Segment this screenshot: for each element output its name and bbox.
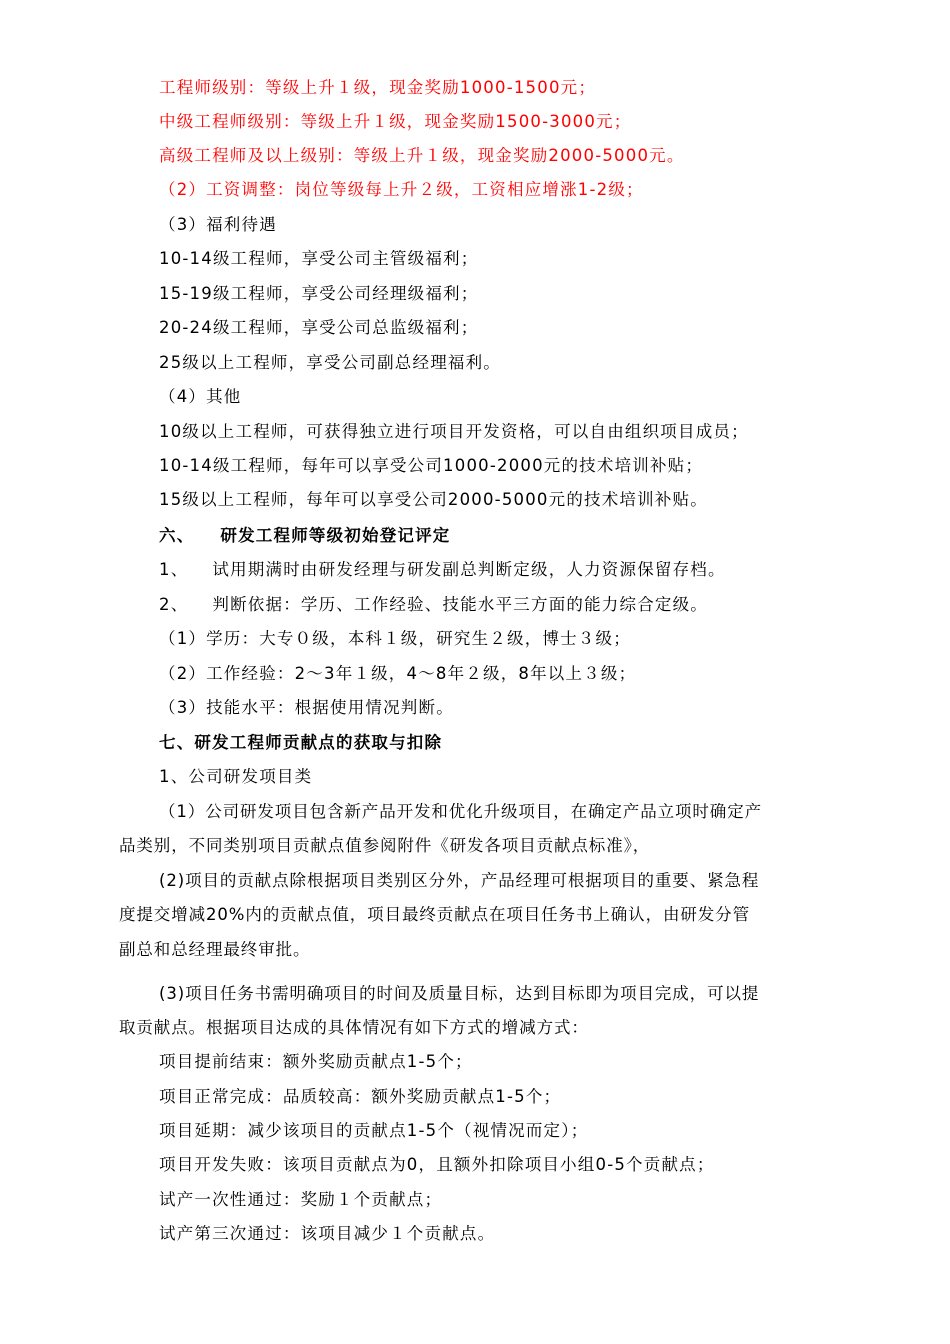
welfare-item: 20-24级工程师，享受公司总监级福利；: [159, 318, 479, 337]
paragraph-2-line: (2)项目的贡献点除根据项目类别区分外，产品经理可根据项目的重要、紧急程: [159, 871, 760, 890]
paragraph-2-line: 度提交增减20%内的贡献点值，项目最终贡献点在项目任务书上确认，由研发分管: [119, 905, 750, 924]
reward-line-senior-engineer: 高级工程师及以上级别：等级上升１级，现金奖励2000-5000元。: [159, 146, 685, 165]
outcome-item: 项目开发失败：该项目贡献点为0，且额外扣除项目小组0-5个贡献点；: [159, 1155, 715, 1174]
paragraph-3-line: 取贡献点。根据项目达成的具体情况有如下方式的增减方式：: [119, 1018, 589, 1037]
section-6-item-2: [159, 595, 708, 615]
outcome-item: 项目提前结束：额外奖励贡献点1-5个；: [159, 1052, 473, 1071]
section-6-heading: [159, 526, 451, 546]
welfare-item: 15-19级工程师，享受公司经理级福利；: [159, 284, 479, 303]
reward-line-mid-engineer: 中级工程师级别：等级上升１级，现金奖励1500-3000元；: [159, 112, 632, 131]
other-item: 10-14级工程师，每年可以享受公司1000-2000元的技术培训补贴；: [159, 456, 704, 475]
section-6-number: 六、: [159, 526, 195, 545]
section-6-title: 研发工程师等级初始登记评定: [220, 526, 451, 545]
section-6-item-1-text: 试用期满时由研发经理与研发副总判断定级，人力资源保留存档。: [212, 560, 726, 579]
section-6-item-2-text: 判断依据：学历、工作经验、技能水平三方面的能力综合定级。: [212, 595, 709, 614]
outcome-item: 项目延期：减少该项目的贡献点1-5个（视情况而定）；: [159, 1121, 589, 1140]
outcome-item: 试产第三次通过：该项目减少１个贡献点。: [159, 1224, 496, 1243]
criteria-experience: （2）工作经验：2～3年１级，4～8年２级，8年以上３级；: [159, 664, 637, 683]
other-item: 10级以上工程师，可获得独立进行项目开发资格，可以自由组织项目成员；: [159, 422, 749, 441]
welfare-item: 25级以上工程师，享受公司副总经理福利。: [159, 353, 501, 372]
section-7-heading: 七、研发工程师贡献点的获取与扣除: [159, 733, 443, 752]
section-7-subheading: 1、公司研发项目类: [159, 767, 313, 786]
salary-adjustment-line: （2）工资调整：岗位等级每上升２级，工资相应增涨1-2级；: [159, 180, 644, 199]
welfare-item: 10-14级工程师，享受公司主管级福利；: [159, 249, 479, 268]
outcome-item: 项目正常完成：品质较高：额外奖励贡献点1-5个；: [159, 1087, 562, 1106]
section-6-item-1-number: 1、: [159, 560, 189, 579]
other-heading: （4）其他: [159, 387, 242, 406]
criteria-skill: （3）技能水平：根据使用情况判断。: [159, 698, 454, 717]
paragraph-3-line: (3)项目任务书需明确项目的时间及质量目标，达到目标即为项目完成，可以提: [159, 984, 760, 1003]
reward-line-engineer: 工程师级别：等级上升１级，现金奖励1000-1500元；: [159, 78, 597, 97]
paragraph-1-line: （1）公司研发项目包含新产品开发和优化升级项目，在确定产品立项时确定产: [159, 802, 762, 821]
paragraph-2-line: 副总和总经理最终审批。: [119, 940, 311, 959]
other-item: 15级以上工程师，每年可以享受公司2000-5000元的技术培训补贴。: [159, 490, 708, 509]
criteria-education: （1）学历：大专０级，本科１级，研究生２级，博士３级；: [159, 629, 631, 648]
outcome-item: 试产一次性通过：奖励１个贡献点；: [159, 1190, 443, 1209]
paragraph-1-line: 品类别，不同类别项目贡献点值参阅附件《研发各项目贡献点标准》，: [119, 836, 651, 855]
welfare-heading: （3）福利待遇: [159, 215, 277, 234]
section-6-item-1: [159, 560, 726, 580]
section-6-item-2-number: 2、: [159, 595, 189, 614]
